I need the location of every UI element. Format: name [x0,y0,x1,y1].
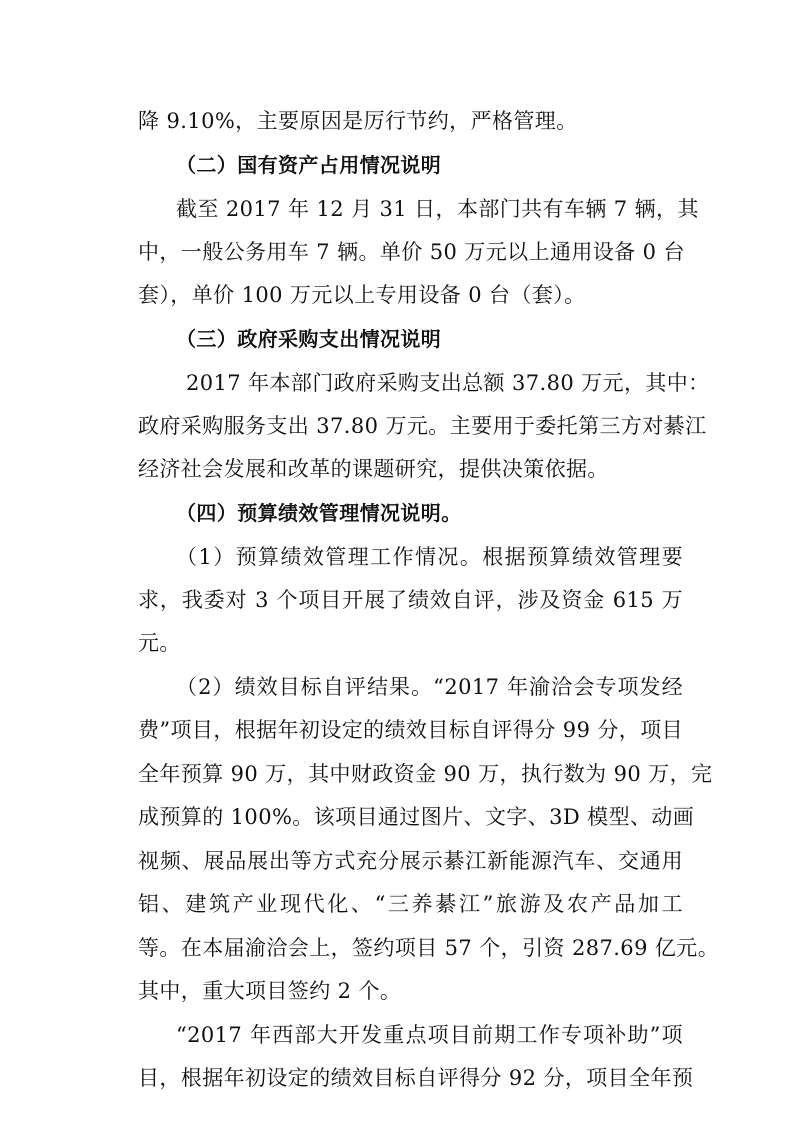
text-line: 费”项目，根据年初设定的绩效目标自评得分 99 分，项目 [138,718,684,742]
text-line: 其中，重大项目签约 2 个。 [138,979,402,1003]
text-line: 目，根据年初设定的绩效目标自评得分 92 分，项目全年预 [138,1066,694,1090]
section-heading-procurement: （三）政府采购支出情况说明 [176,327,442,351]
section-heading-assets: （二）国有资产占用情况说明 [176,153,442,177]
text-line: 元。 [138,631,181,655]
text-line: 全年预算 90 万，其中财政资金 90 万，执行数为 90 万，完 [138,762,713,786]
text-line: 中，一般公务用车 7 辆。单价 50 万元以上通用设备 0 台 [138,240,685,264]
text-line: 视频、展品展出等方式充分展示綦江新能源汽车、交通用 [138,849,683,873]
text-line: 求，我委对 3 个项目开展了绩效自评，涉及资金 615 万 [138,588,683,612]
text-line: 成预算的 100%。该项目通过图片、文字、3D 模型、动画 [138,805,695,829]
text-line: 降 9.10%，主要原因是厉行节约，严格管理。 [138,109,578,133]
text-line: “2017 年西部大开发重点项目前期工作专项补助”项 [176,1023,683,1047]
text-line: （1）预算绩效管理工作情况。根据预算绩效管理要 [176,545,683,569]
text-line: （2）绩效目标自评结果。“2017 年渝洽会专项发经 [176,675,683,699]
text-line: 经济社会发展和改革的课题研究，提供决策依据。 [138,457,609,481]
text-line: 等。在本届渝洽会上，签约项目 57 个，引资 287.69 亿元。 [138,936,720,960]
text-line: 套），单价 100 万元以上专用设备 0 台（套）。 [138,283,586,307]
text-line: 2017 年本部门政府采购支出总额 37.80 万元，其中： [186,371,710,395]
text-line: 截至 2017 年 12 月 31 日，本部门共有车辆 7 辆，其 [176,197,699,221]
text-line: 铝、建筑产业现代化、“三养綦江”旅游及农产品加工 [138,892,683,916]
section-heading-performance: （四）预算绩效管理情况说明。 [176,501,462,525]
text-line: 政府采购服务支出 37.80 万元。主要用于委托第三方对綦江 [138,414,707,438]
